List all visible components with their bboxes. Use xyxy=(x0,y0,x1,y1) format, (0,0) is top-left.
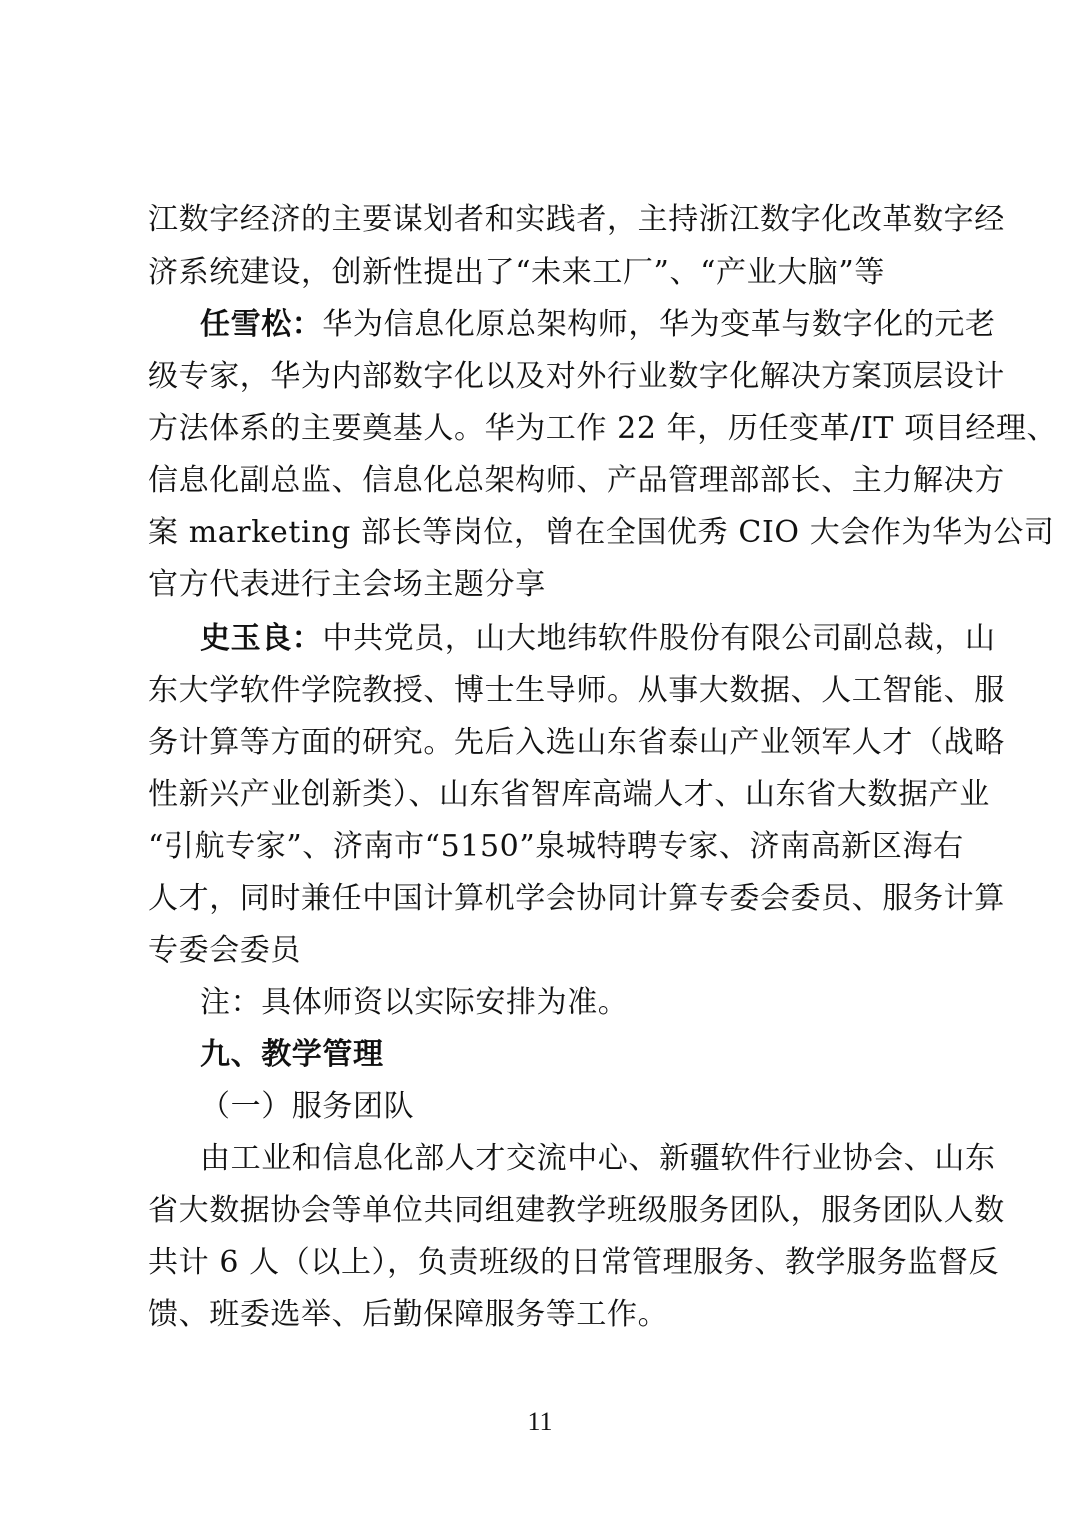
paragraph-line: 案 marketing 部长等岗位，曾在全国优秀 CIO 大会作为华为公司 xyxy=(148,515,1055,550)
paragraph-line: 馈、班委选举、后勤保障服务等工作。 xyxy=(148,1297,669,1332)
paragraph-line: 专委会委员 xyxy=(148,933,301,968)
paragraph-line: 性新兴产业创新类）、山东省智库高端人才、山东省大数据产业 xyxy=(148,777,990,812)
paragraph-line: 济系统建设，创新性提出了“未来工厂”、“产业大脑”等 xyxy=(148,255,885,290)
paragraph-line: 共计 6 人（以上），负责班级的日常管理服务、教学服务监督反 xyxy=(148,1245,1000,1280)
paragraph-line: 由工业和信息化部人才交流中心、新疆软件行业协会、山东 xyxy=(200,1141,996,1176)
paragraph-line: 务计算等方面的研究。先后入选山东省泰山产业领军人才（战略 xyxy=(148,725,1005,760)
bio-shi-first-line xyxy=(200,619,996,659)
paragraph-line: 官方代表进行主会场主题分享 xyxy=(148,567,546,602)
subsection-heading: （一）服务团队 xyxy=(200,1089,415,1124)
note-line: 注：具体师资以实际安排为准。 xyxy=(200,985,629,1020)
paragraph-line: “引航专家”、济南市“5150”泉城特聘专家、济南高新区海右 xyxy=(148,829,964,864)
paragraph-line: 级专家，华为内部数字化以及对外行业数字化解决方案顶层设计 xyxy=(148,359,1005,394)
page-number: 11 xyxy=(527,1407,553,1436)
bio-name-ren: 任雪松： xyxy=(200,307,323,342)
bio-text: 华为信息化原总架构师，华为变革与数字化的元老 xyxy=(322,307,996,342)
paragraph-line: 方法体系的主要奠基人。华为工作 22 年，历任变革/IT 项目经理、 xyxy=(148,411,1058,446)
bio-name-shi: 史玉良： xyxy=(200,621,323,656)
bio-text: 中共党员，山大地纬软件股份有限公司副总裁，山 xyxy=(322,621,996,656)
paragraph-line: 江数字经济的主要谋划者和实践者，主持浙江数字化改革数字经 xyxy=(148,202,1005,237)
section-heading: 九、教学管理 xyxy=(200,1037,384,1072)
paragraph-line: 信息化副总监、信息化总架构师、产品管理部部长、主力解决方 xyxy=(148,463,1005,498)
paragraph-line: 人才，同时兼任中国计算机学会协同计算专委会委员、服务计算 xyxy=(148,881,1005,916)
paragraph-line: 省大数据协会等单位共同组建教学班级服务团队，服务团队人数 xyxy=(148,1193,1005,1228)
bio-ren-first-line xyxy=(200,305,996,345)
paragraph-line: 东大学软件学院教授、博士生导师。从事大数据、人工智能、服 xyxy=(148,673,1005,708)
